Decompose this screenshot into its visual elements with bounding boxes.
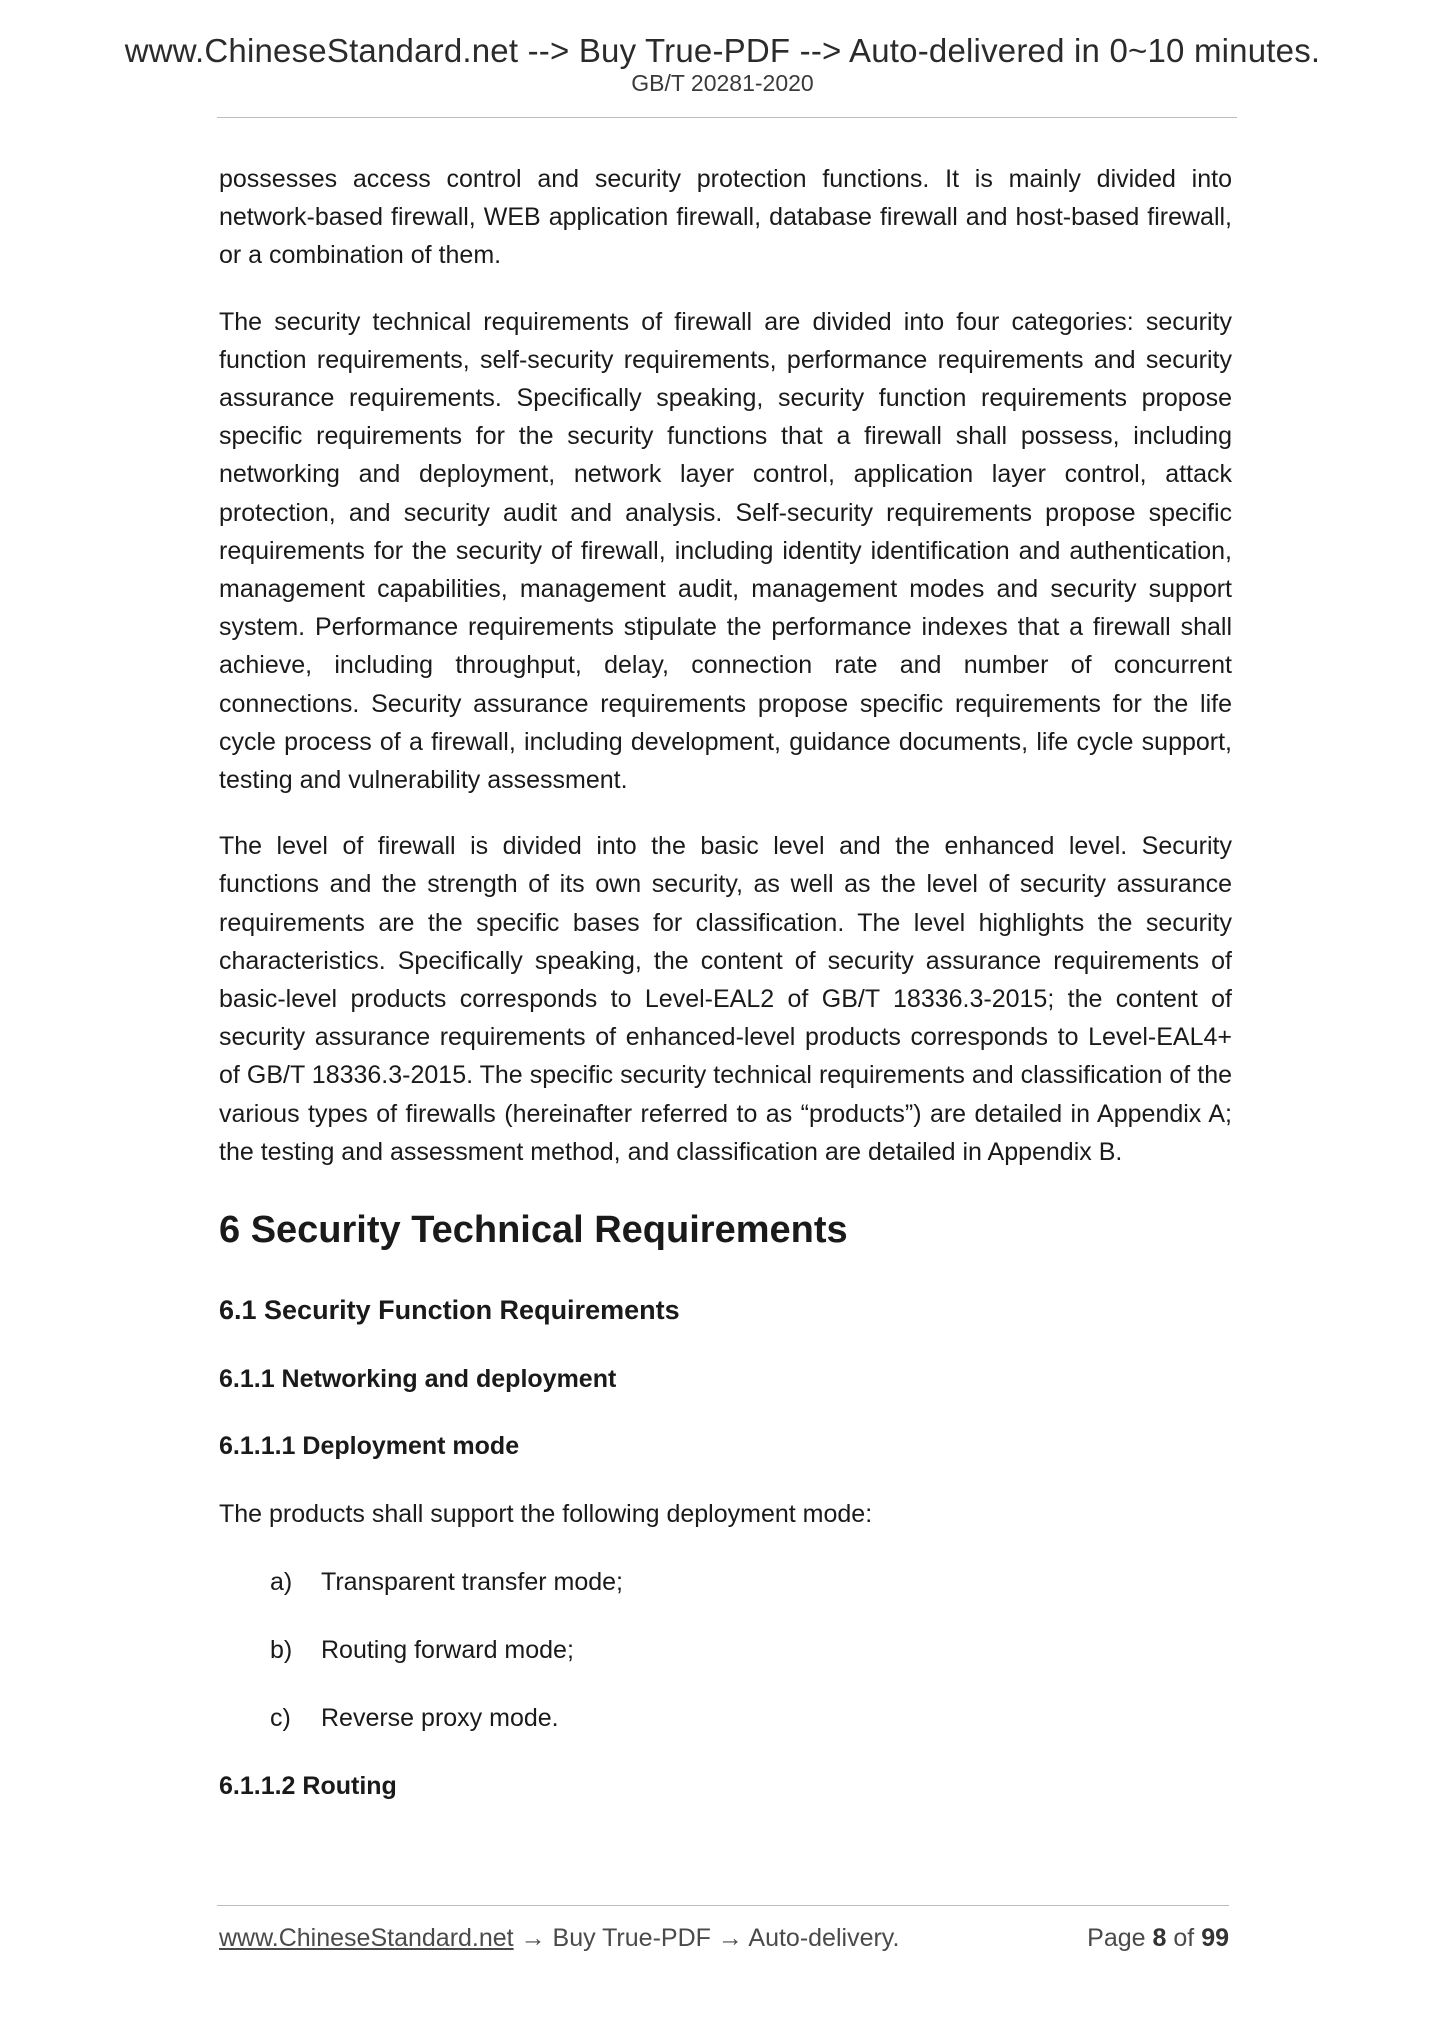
list-item-text: Routing forward mode; <box>321 1636 574 1665</box>
list-item-text: Transparent transfer mode; <box>321 1568 623 1597</box>
paragraph-requirement-categories: The security technical requirements of firewall are divided into four categories: security function requirements, self-security requirements, performance requirements and security assurance requirements. Specifically speaking, security function requirements propose specific requirements for the security functions that a firewall shall possess, including networking and deployment, network layer control, application layer control, attack protection, and security audit and analysis. Self-security requirements propose specific requirements for the security of firewall, including identity identification and authentication, management capabilities, management audit, management modes and security support system. Performance requirements stipulate the performance indexes that a firewall shall achieve, including throughput, delay, connection rate and number of concurrent connections. Security assurance requirements propose specific requirements for the life cycle process of a firewall, including development, guidance documents, life cycle support, testing and vulnerability assessment. <box>219 307 1232 795</box>
list-marker: a) <box>270 1568 293 1597</box>
page-label: Page <box>1087 1924 1146 1952</box>
paragraph-firewall-levels: The level of firewall is divided into the basic level and the enhanced level. Security functions and the strength of its own security, as well as the level of security assurance requirements are the specific bases for classification. The level highlights the security characteristics. Specifically speaking, the content of security assurance requirements of basic-level products corresponds to Level-EAL2 of GB/T 18336.3-2015; the content of security assurance requirements of enhanced-level products corresponds to Level-EAL4+ of GB/T 18336.3-2015. The specific security technical requirements and classification of the various types of firewalls (hereinafter referred to as “products”) are detailed in Appendix A; the testing and assessment method, and classification are detailed in Appendix B. <box>219 832 1232 1166</box>
list-item <box>219 1702 1232 1734</box>
page-number: 8 <box>1152 1924 1167 1952</box>
footer-promo-text: → Buy True-PDF → Auto-delivery. <box>513 1924 900 1952</box>
footer-divider <box>217 1905 1229 1906</box>
list-marker: c) <box>270 1704 291 1733</box>
heading-6-1-1-networking-deployment: 6.1.1 Networking and deployment <box>219 1365 617 1394</box>
heading-6-security-technical-requirements: 6 Security Technical Requirements <box>219 1209 848 1252</box>
site-banner: www.ChineseStandard.net --> Buy True-PDF --> Auto-delivered in 0~10 minutes. <box>124 32 1321 69</box>
heading-6-1-1-1-deployment-mode: 6.1.1.1 Deployment mode <box>219 1432 520 1461</box>
page-content <box>219 160 1232 1802</box>
heading-6-1-1-2-routing: 6.1.1.2 Routing <box>219 1772 397 1801</box>
footer-promo <box>219 1924 899 1953</box>
of-label: of <box>1173 1924 1195 1952</box>
paragraph-firewall-types: possesses access control and security protection functions. It is mainly divided into network-based firewall, WEB application firewall, database firewall and host-based firewall, or a combination of them. <box>219 165 1232 270</box>
list-item <box>219 1566 1232 1598</box>
list-item <box>219 1634 1232 1666</box>
heading-6-1-security-function-requirements: 6.1 Security Function Requirements <box>219 1295 680 1326</box>
header-divider <box>217 117 1237 118</box>
deployment-mode-intro: The products shall support the following deployment mode: <box>219 1500 873 1529</box>
document-code: GB/T 20281-2020 <box>631 70 814 96</box>
footer-site-link[interactable]: www.ChineseStandard.net <box>219 1924 514 1952</box>
list-marker: b) <box>270 1636 293 1665</box>
deployment-mode-list <box>219 1566 1232 1734</box>
page-total: 99 <box>1201 1924 1229 1952</box>
page-counter <box>1087 1924 1229 1953</box>
list-item-text: Reverse proxy mode. <box>321 1704 559 1733</box>
